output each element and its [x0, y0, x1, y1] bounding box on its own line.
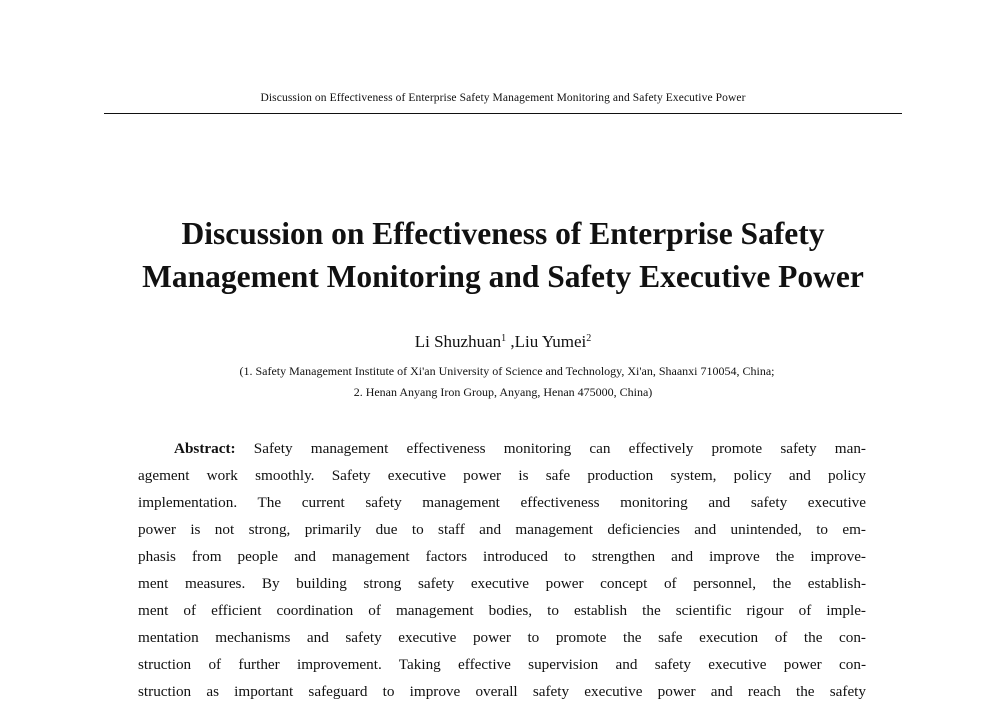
- affiliation-line: 2. Henan Anyang Iron Group, Anyang, Henan 475000, China): [353, 385, 653, 399]
- abstract-line: struction of further improvement. Taking effective supervision and safety executive power con-: [138, 656, 866, 673]
- abstract-line: [138, 435, 866, 462]
- running-header: Discussion on Effectiveness of Enterprise Safety Management Monitoring and Safety Executive Power: [260, 92, 746, 104]
- paper-title: [104, 212, 902, 298]
- affiliation-line: (1. Safety Management Institute of Xi'an University of Science and Technology, Xi'an, Shaanxi 710054, China;: [239, 364, 775, 378]
- affiliations: [104, 361, 902, 403]
- abstract-line: power is not strong, primarily due to staff and management deficiencies and unintended, to em-: [138, 521, 866, 538]
- abstract-line: mentation mechanisms and safety executive power to promote the safe execution of the con-: [138, 629, 866, 646]
- affiliation-marker: 1: [501, 333, 507, 344]
- abstract-line: implementation. The current safety management effectiveness monitoring and safety executive: [138, 494, 866, 511]
- affiliation-marker: 2: [586, 333, 592, 344]
- abstract-line: phasis from people and management factors introduced to strengthen and improve the improve-: [138, 548, 866, 565]
- author-separator: ,: [506, 332, 515, 351]
- abstract-line: struction as important safeguard to improve overall safety executive power and reach the safety: [138, 683, 866, 700]
- abstract-text: Safety management effectiveness monitoring can effectively promote safety man-: [235, 440, 866, 457]
- abstract-line: ment measures. By building strong safety executive power concept of personnel, the establish-: [138, 575, 866, 592]
- abstract-line: ment of efficient coordination of management bodies, to establish the scientific rigour of imple-: [138, 602, 866, 619]
- header-rule: [104, 113, 902, 114]
- abstract-label: Abstract:: [174, 440, 236, 457]
- author-list: [104, 331, 902, 353]
- abstract-line: agement work smoothly. Safety executive power is safe production system, policy and policy: [138, 467, 866, 484]
- title-line-1: Discussion on Effectiveness of Enterprise Safety: [181, 216, 825, 251]
- author-name: Liu Yumei: [514, 332, 587, 351]
- abstract: [138, 435, 866, 705]
- title-line-2: Management Monitoring and Safety Executive Power: [142, 259, 864, 294]
- author-name: Li Shuzhuan: [414, 332, 502, 351]
